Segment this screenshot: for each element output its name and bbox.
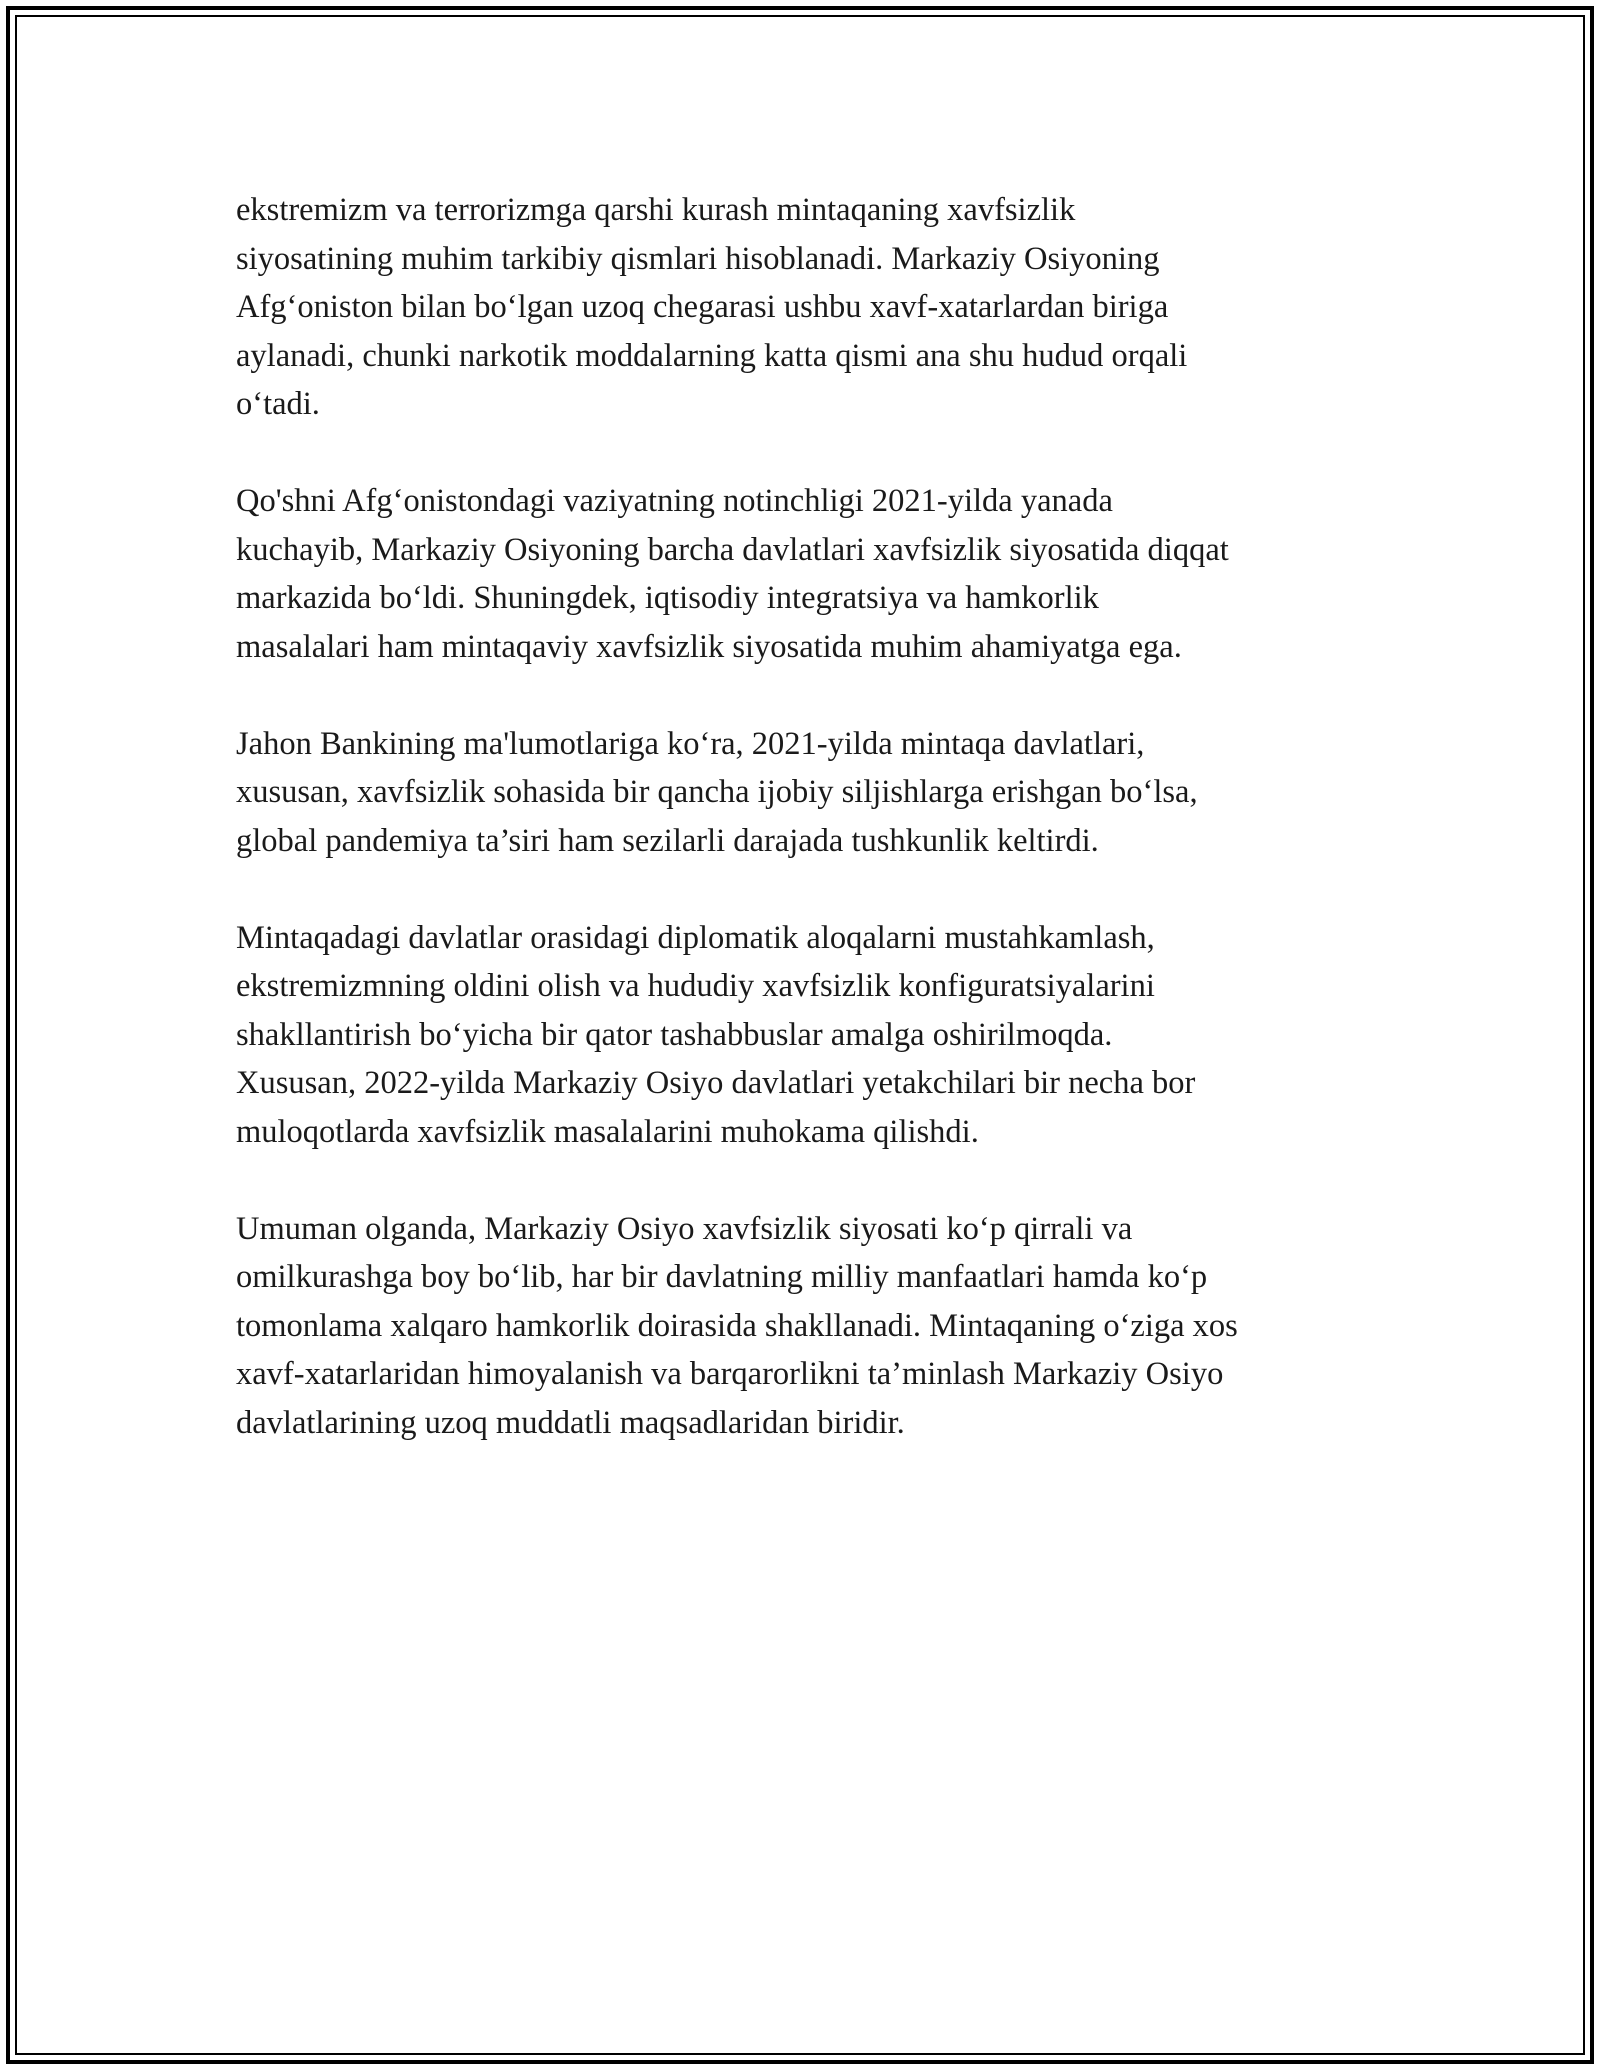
paragraph-4 (236, 914, 1366, 1157)
text-line: davlatlarining uzoq muddatli maqsadlaridan biridir. (236, 1404, 905, 1441)
text-line: Xususan, 2022-yilda Markaziy Osiyo davlatlari yetakchilari bir necha bor (236, 1065, 1196, 1101)
text-line: markazida bo‘ldi. Shuningdek, iqtisodiy integratsiya va hamkorlik (236, 580, 1099, 616)
text-line: Mintaqadagi davlatlar orasidagi diplomatik aloqalarni mustahkamlash, (236, 919, 1155, 956)
text-line: masalalari ham mintaqaviy xavfsizlik siyosatida muhim ahamiyatga ega. (236, 628, 1182, 665)
text-line: Jahon Bankining ma'lumotlariga ko‘ra, 2021-yilda mintaqa davlatlari, (236, 725, 1145, 762)
text-line: global pandemiya ta’siri ham sezilarli darajada tushkunlik keltirdi. (236, 822, 1099, 859)
text-line: Umuman olganda, Markaziy Osiyo xavfsizlik siyosati ko‘p qirrali va (236, 1210, 1133, 1247)
text-line: tomonlama xalqaro hamkorlik doirasida shakllanadi. Mintaqaning o‘ziga xos (236, 1307, 1238, 1344)
text-line: siyosatining muhim tarkibiy qismlari hisoblanadi. Markaziy Osiyoning (236, 240, 1160, 277)
document-body (236, 186, 1366, 1496)
text-line: muloqotlarda xavfsizlik masalalarini muhokama qilishdi. (236, 1113, 979, 1150)
text-line: kuchayib, Markaziy Osiyoning barcha davlatlari xavfsizlik siyosatida diqqat (236, 531, 1229, 568)
text-line: ekstremizm va terrorizmga qarshi kurash mintaqaning xavfsizlik (236, 192, 1076, 228)
paragraph-5 (236, 1205, 1366, 1448)
text-line: ekstremizmning oldini olish va hududiy xavfsizlik konfiguratsiyalarini (236, 968, 1155, 1004)
text-line: shakllantirish bo‘yicha bir qator tashabbuslar amalga oshirilmoqda. (236, 1016, 1113, 1053)
paragraph-2 (236, 477, 1366, 671)
text-line: xavf-xatarlaridan himoyalanish va barqarorlikni ta’minlash Markaziy Osiyo (236, 1356, 1224, 1392)
text-line: o‘tadi. (236, 386, 320, 422)
text-line: omilkurashga boy bo‘lib, har bir davlatning milliy manfaatlari hamda ko‘p (236, 1259, 1208, 1295)
paragraph-3 (236, 720, 1366, 866)
text-line: Afg‘oniston bilan bo‘lgan uzoq chegarasi ushbu xavf-xatarlardan biriga (236, 289, 1169, 325)
text-line: xususan, xavfsizlik sohasida bir qancha ijobiy siljishlarga erishgan bo‘lsa, (236, 774, 1198, 810)
text-line: aylanadi, chunki narkotik moddalarning katta qismi ana shu hudud orqali (236, 337, 1188, 374)
text-line: Qo'shni Afg‘onistondagi vaziyatning notinchligi 2021-yilda yanada (236, 483, 1113, 519)
paragraph-1 (236, 186, 1366, 429)
